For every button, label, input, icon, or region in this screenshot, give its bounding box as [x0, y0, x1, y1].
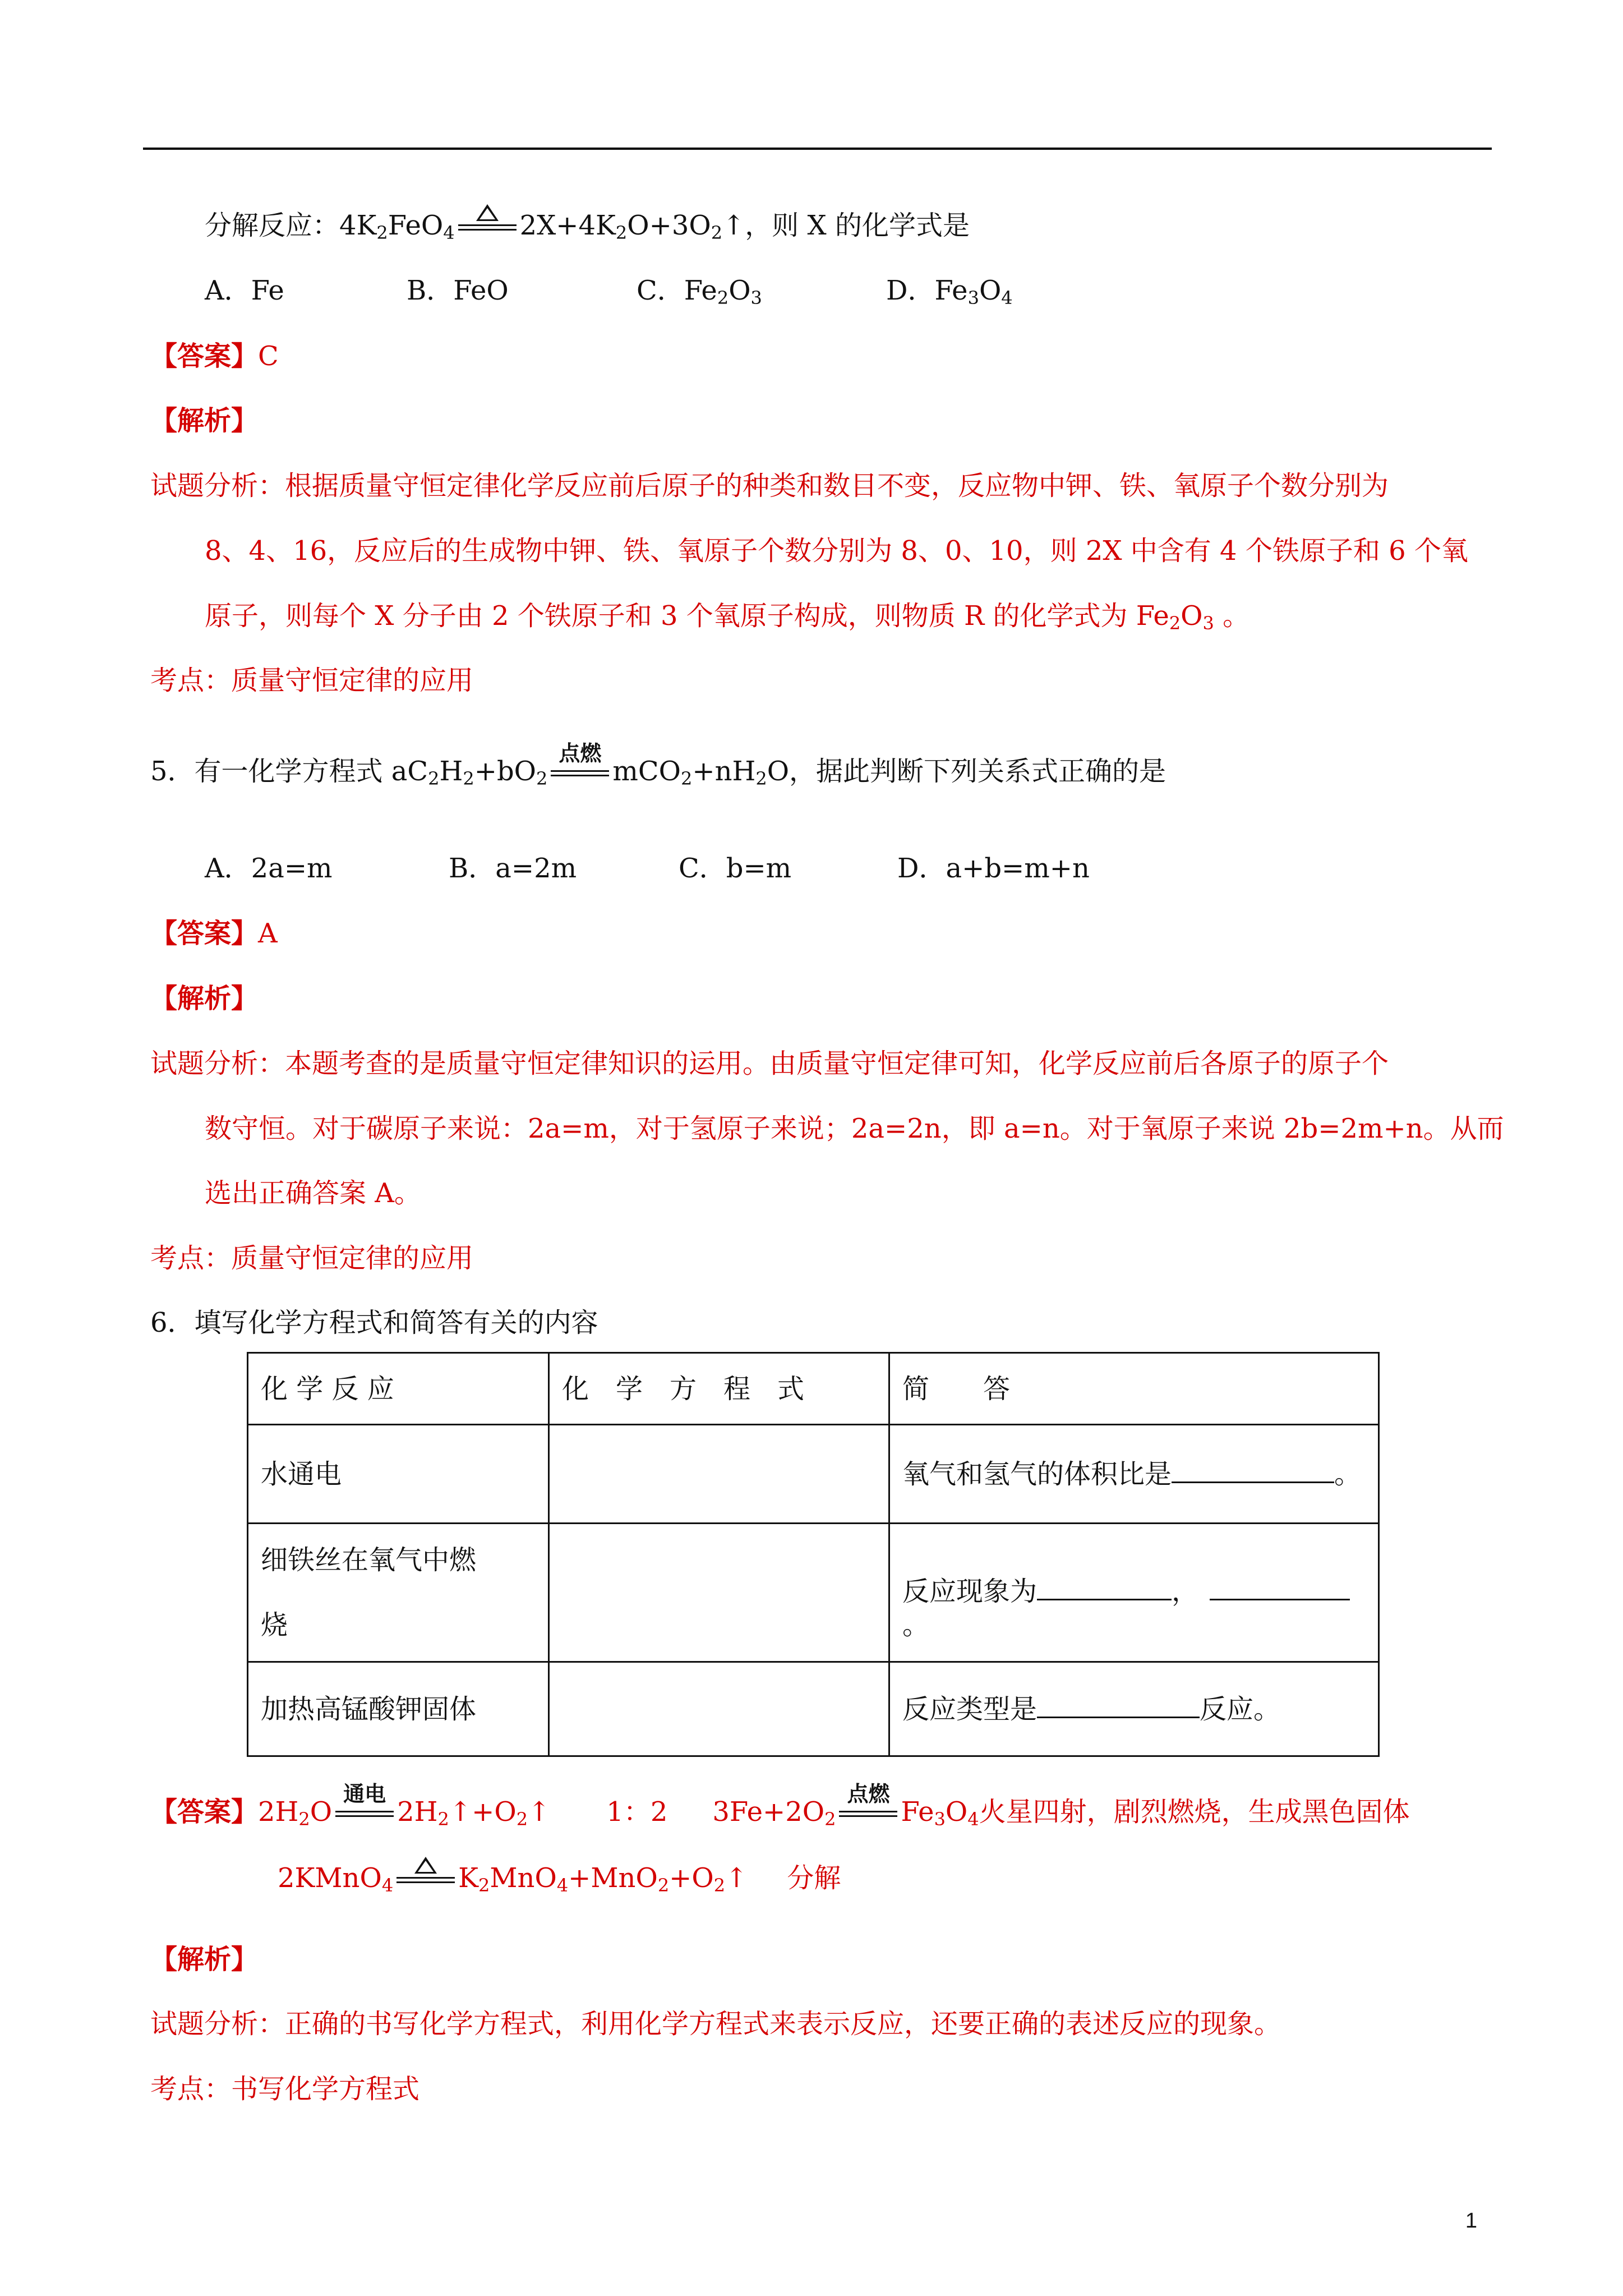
table-row	[248, 1425, 1379, 1524]
q4-analysis-label: 【解析】	[150, 405, 259, 436]
q5-option-b: B．a=2m	[449, 853, 577, 884]
q5-answer: 【答案】A	[150, 918, 278, 949]
q5-option-c: C．b=m	[679, 853, 792, 884]
fill-blank[interactable]	[1037, 1694, 1200, 1718]
table-cell-equation[interactable]	[549, 1425, 889, 1524]
table-header-row	[248, 1353, 1379, 1425]
q4-stem: 分解反应：$4K_2FeO_4$ $2X+4K_2O+3O_2↑$，则 X 的化学式是	[205, 209, 970, 242]
table-cell-answer: 反应类型是 反应。	[889, 1662, 1379, 1756]
electric-arrow: 通电	[335, 1809, 394, 1820]
table-cell-answer: 氧气和氢气的体积比是 。	[889, 1425, 1379, 1524]
table-header-answer: 简 答	[889, 1353, 1379, 1425]
delta-icon	[476, 204, 499, 221]
table-row	[248, 1524, 1379, 1662]
table-cell-reaction: 细铁丝在氧气中燃 烧	[248, 1524, 549, 1662]
q4-answer: 【答案】C	[150, 341, 279, 372]
q5-analysis-line1: 试题分析：本题考查的是质量守恒定律知识的运用。由质量守恒定律可知，化学反应前后各原子的原子个	[150, 1048, 1389, 1079]
fill-blank[interactable]	[1037, 1576, 1172, 1600]
delta-icon	[414, 1857, 437, 1874]
q5-stem: 5．有一化学方程式 $aC_2H_2+bO_2$ 点燃 $mCO_2+nH_2O$，据此判断下列关系式正确的是	[150, 740, 1166, 789]
table-cell-answer: 反应现象为 ，。	[889, 1524, 1379, 1662]
header-rule	[143, 148, 1492, 150]
fill-blank[interactable]	[1210, 1576, 1350, 1600]
q5-kaodian: 考点：质量守恒定律的应用	[150, 1243, 474, 1274]
q5-analysis-line2: 数守恒。对于碳原子来说：2a=m，对于氢原子来说；2a=2n，即 a=n。对于氧原子来说 2b=2m+n。从而	[205, 1113, 1504, 1144]
table-cell-equation[interactable]	[549, 1662, 889, 1756]
q6-stem: 6．填写化学方程式和简答有关的内容	[150, 1307, 598, 1338]
q5-option-a: A．2a=m	[205, 853, 333, 884]
q4-analysis-line1: 试题分析：根据质量守恒定律化学反应前后原子的种类和数目不变，反应物中钾、铁、氧原子个数分别为	[150, 470, 1389, 501]
table-cell-reaction: 水通电	[248, 1425, 549, 1524]
fill-blank[interactable]	[1172, 1459, 1334, 1483]
table-header-equation: 化 学 方 程 式	[549, 1353, 889, 1425]
table-cell-reaction: 加热高锰酸钾固体	[248, 1662, 549, 1756]
ignite-arrow: 点燃	[839, 1809, 897, 1820]
q6-kaodian: 考点：书写化学方程式	[150, 2073, 420, 2105]
q4-analysis-line3: 原子，则每个 X 分子由 2 个铁原子和 3 个氧原子构成，则物质 R 的化学式为 $Fe_2O_3$ 。	[205, 600, 1250, 634]
q6-analysis-label: 【解析】	[150, 1944, 259, 1975]
table-cell-equation[interactable]	[549, 1524, 889, 1662]
q4-analysis-line2: 8、4、16，反应后的生成物中钾、铁、氧原子个数分别为 8、0、10，则 2X 中含有 4 个铁原子和 6 个氧	[205, 535, 1468, 567]
q6-answer-line2: 2KMnO$_4$ $K_2MnO_4+MnO_2+O_2↑$ 分解	[278, 1861, 841, 1895]
q5-analysis-line3: 选出正确答案 A。	[205, 1177, 421, 1209]
heat-arrow	[396, 1875, 455, 1886]
q6-answer-line1: 【答案】$2H_2O$ 通电 $2H_2↑+O_2↑$ 1：2 $3Fe+2O_2$ 点燃 $Fe_3O_4$火星四射，剧烈燃烧，生成黑色固体	[150, 1781, 1410, 1830]
table-header-reaction: 化 学 反 应	[248, 1353, 549, 1425]
ignite-arrow: 点燃	[551, 768, 609, 779]
heat-arrow	[458, 222, 517, 233]
q4-option-c: C．$Fe_2O_3$	[637, 275, 762, 309]
q4-option-b: B．FeO	[407, 275, 509, 306]
page-number: 1	[1465, 2209, 1477, 2233]
q5-analysis-label: 【解析】	[150, 983, 259, 1014]
q4-option-a: A．Fe	[205, 275, 284, 306]
q6-table	[247, 1352, 1380, 1757]
q6-analysis: 试题分析：正确的书写化学方程式，利用化学方程式来表示反应，还要正确的表述反应的现象。	[150, 2008, 1281, 2040]
table-row	[248, 1662, 1379, 1756]
q5-option-d: D．a+b=m+n	[897, 853, 1090, 884]
q4-option-d: D．$Fe_3O_4$	[886, 275, 1013, 309]
q4-kaodian: 考点：质量守恒定律的应用	[150, 665, 474, 696]
